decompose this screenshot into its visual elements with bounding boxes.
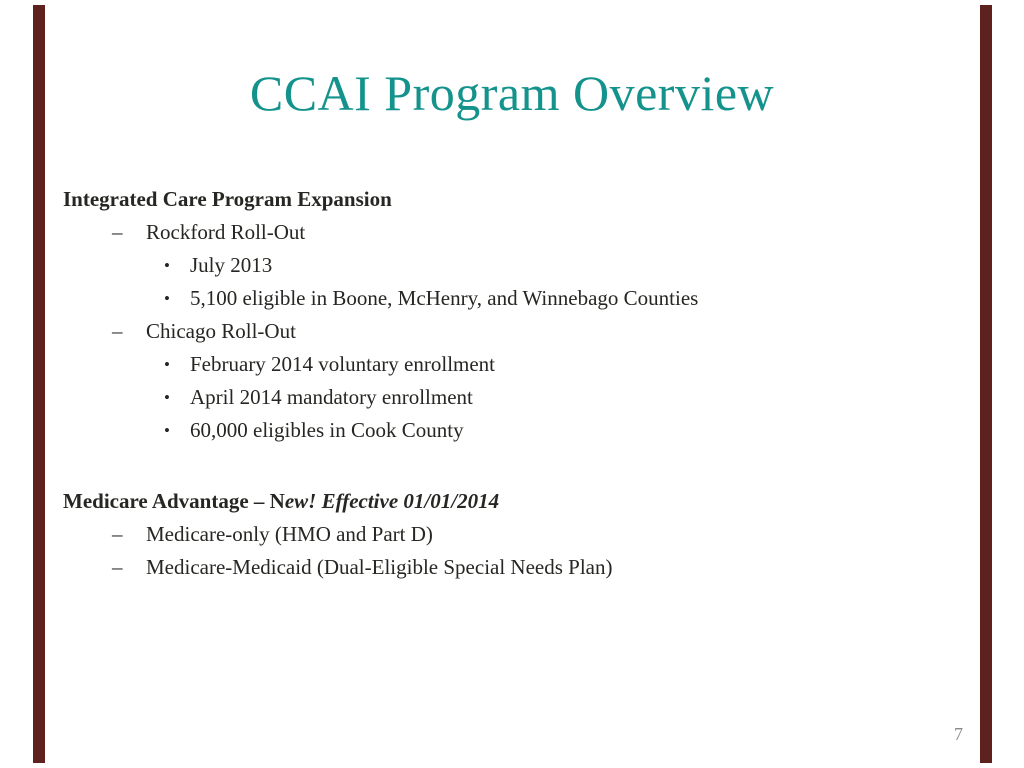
section-heading-text-italic: ew! Effective 01/01/2014 <box>284 489 500 513</box>
section-heading-medicare-advantage <box>0 485 1024 518</box>
list-item <box>0 249 1024 282</box>
bullet-marker: • <box>164 256 170 275</box>
list-item-text: Medicare-only (HMO and Part D) <box>146 522 433 546</box>
bullet-marker: • <box>164 388 170 407</box>
dash-marker: – <box>112 522 123 546</box>
list-item <box>0 551 1024 584</box>
slide-body <box>0 183 1024 584</box>
dash-marker: – <box>112 555 123 579</box>
section-heading-text: Integrated Care Program Expansion <box>63 187 392 211</box>
list-item-text: July 2013 <box>190 253 273 277</box>
bullet-marker: • <box>164 421 170 440</box>
dash-marker: – <box>112 319 123 343</box>
list-item <box>0 414 1024 447</box>
list-item-text: Medicare-Medicaid (Dual-Eligible Special Needs Plan) <box>146 555 613 579</box>
bullet-marker: • <box>164 289 170 308</box>
list-item-text: 5,100 eligible in Boone, McHenry, and Winnebago Counties <box>190 286 699 310</box>
page-number: 7 <box>954 724 963 744</box>
list-item-text: April 2014 mandatory enrollment <box>190 385 473 409</box>
section-heading-integrated-care <box>0 183 1024 216</box>
list-item <box>0 518 1024 551</box>
slide-title: CCAI Program Overview <box>249 65 775 121</box>
list-item-text: 60,000 eligibles in Cook County <box>190 418 464 442</box>
list-item <box>0 315 1024 348</box>
list-item <box>0 282 1024 315</box>
list-item-text: Chicago Roll-Out <box>146 319 296 343</box>
section-heading-text: Medicare Advantage – N <box>63 489 285 513</box>
list-item <box>0 348 1024 381</box>
bullet-marker: • <box>164 355 170 374</box>
list-item-text: February 2014 voluntary enrollment <box>190 352 496 376</box>
list-item <box>0 216 1024 249</box>
dash-marker: – <box>112 220 123 244</box>
list-item <box>0 381 1024 414</box>
list-item-text: Rockford Roll-Out <box>146 220 306 244</box>
